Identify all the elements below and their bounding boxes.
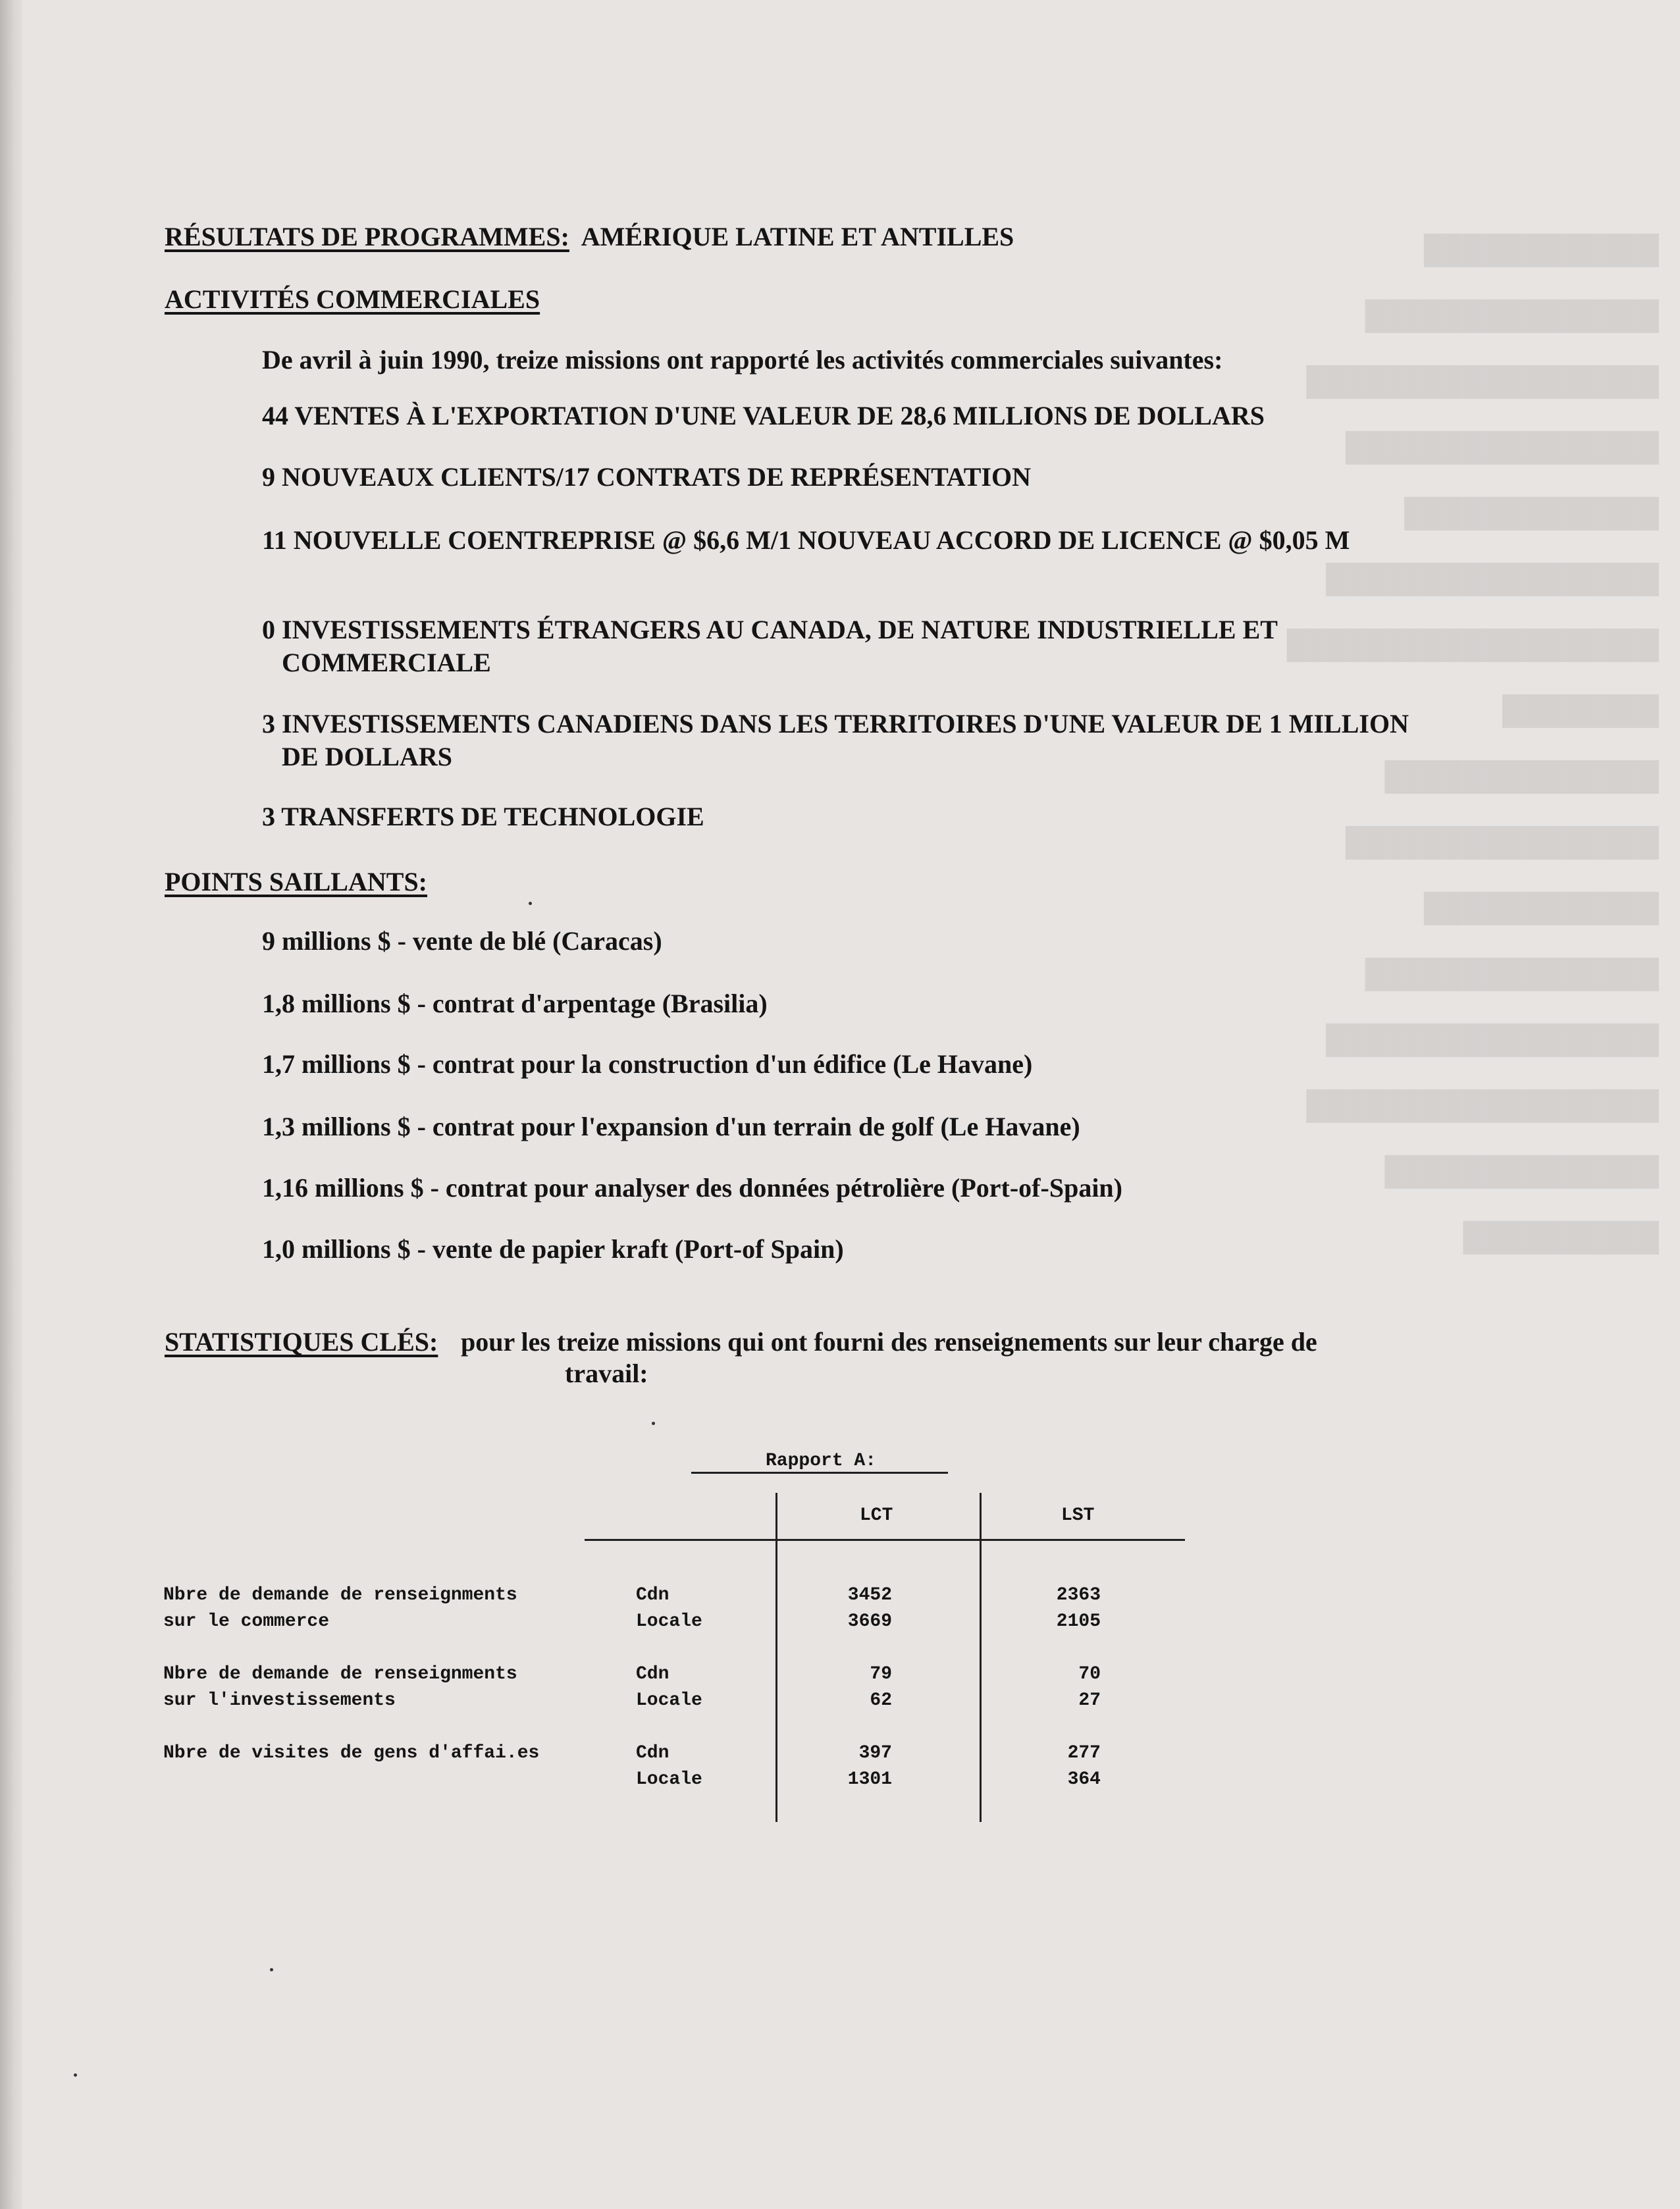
lct-value: 397	[858, 1743, 892, 1763]
activity-item: 11 NOUVELLE COENTREPRISE @ $6,6 M/1 NOUVEAU ACCORD DE LICENCE @ $0,05 M	[262, 525, 1350, 555]
activity-item: 9 NOUVEAUX CLIENTS/17 CONTRATS DE REPRÉSENTATION	[262, 462, 1031, 492]
lct-value: 3669	[847, 1611, 892, 1632]
column-header-lct: LCT	[860, 1505, 893, 1526]
highlights-heading: POINTS SAILLANTS:	[165, 867, 428, 897]
statistics-intro-cont: travail:	[565, 1359, 648, 1388]
row-sublabel: Cdn	[636, 1743, 669, 1763]
lct-value: 1301	[847, 1769, 892, 1790]
lst-value: 277	[1067, 1743, 1101, 1763]
lst-value: 70	[1078, 1664, 1101, 1684]
row-sublabel: Locale	[636, 1690, 702, 1711]
lst-value: 2363	[1056, 1585, 1101, 1605]
row-label: sur le commerce	[163, 1611, 330, 1632]
highlight-item: 9 millions $ - vente de blé (Caracas)	[262, 926, 662, 956]
row-label: sur l'investissements	[163, 1690, 396, 1711]
highlight-item: 1,8 millions $ - contrat d'arpentage (Brasilia)	[262, 989, 768, 1018]
scan-speck	[652, 1422, 655, 1425]
scan-speck	[529, 902, 532, 905]
activities-heading: ACTIVITÉS COMMERCIALES	[165, 284, 540, 314]
page-binding-edge	[0, 0, 22, 2209]
row-label: Nbre de demande de renseignments	[163, 1585, 517, 1605]
lct-value: 79	[870, 1664, 892, 1684]
table-header-rule	[585, 1539, 1185, 1541]
highlight-item: 1,3 millions $ - contrat pour l'expansion d'un terrain de golf (Le Havane)	[262, 1112, 1080, 1141]
lst-value: 2105	[1056, 1611, 1101, 1632]
row-sublabel: Locale	[636, 1769, 702, 1790]
activity-item: 0 INVESTISSEMENTS ÉTRANGERS AU CANADA, DE NATURE INDUSTRIELLE ET COMMERCIALE	[262, 615, 1278, 677]
title-region: AMÉRIQUE LATINE ET ANTILLES	[581, 222, 1014, 251]
lst-value: 27	[1078, 1690, 1101, 1711]
lst-value: 364	[1067, 1769, 1101, 1790]
highlight-item: 1,7 millions $ - contrat pour la construction d'un édifice (Le Havane)	[262, 1049, 1033, 1079]
lct-value: 3452	[847, 1585, 892, 1605]
table-title: Rapport A:	[766, 1451, 877, 1471]
activity-item: 3 INVESTISSEMENTS CANADIENS DANS LES TERRITOIRES D'UNE VALEUR DE 1 MILLION DE DOLLARS	[262, 709, 1409, 771]
scan-speck	[74, 2073, 77, 2077]
bleed-through-text: ████████████ ███████████████ ██████████████████ ████████████████ █████████████ █████████████████ ███████████████████ ████████ ██████████████ ████████████████ ████████████ ███████████████ █████████████████ ██████████████████ ██████████████ ██████████	[1286, 235, 1659, 1253]
table-title-rule	[691, 1472, 948, 1474]
activities-intro: De avril à juin 1990, treize missions ont rapporté les activités commerciales suivantes:	[262, 345, 1223, 375]
title-label: RÉSULTATS DE PROGRAMMES:	[165, 222, 569, 251]
row-sublabel: Cdn	[636, 1664, 669, 1684]
activity-item: 3 TRANSFERTS DE TECHNOLOGIE	[262, 802, 704, 831]
row-label: Nbre de visites de gens d'affai.es	[163, 1743, 540, 1763]
highlight-item: 1,16 millions $ - contrat pour analyser des données pétrolière (Port-of-Spain)	[262, 1173, 1122, 1203]
lct-value: 62	[870, 1690, 892, 1711]
column-header-lst: LST	[1061, 1505, 1095, 1526]
activity-item: 44 VENTES À L'EXPORTATION D'UNE VALEUR DE 28,6 MILLIONS DE DOLLARS	[262, 401, 1265, 430]
statistics-intro: pour les treize missions qui ont fourni des renseignements sur leur charge de	[461, 1327, 1317, 1357]
row-label: Nbre de demande de renseignments	[163, 1664, 517, 1684]
highlight-item: 1,0 millions $ - vente de papier kraft (Port-of Spain)	[262, 1234, 844, 1264]
row-sublabel: Cdn	[636, 1585, 669, 1605]
statistics-heading: STATISTIQUES CLÉS:	[165, 1327, 438, 1357]
page-title	[165, 221, 1415, 253]
row-sublabel: Locale	[636, 1611, 702, 1632]
scan-speck	[270, 1968, 273, 1971]
